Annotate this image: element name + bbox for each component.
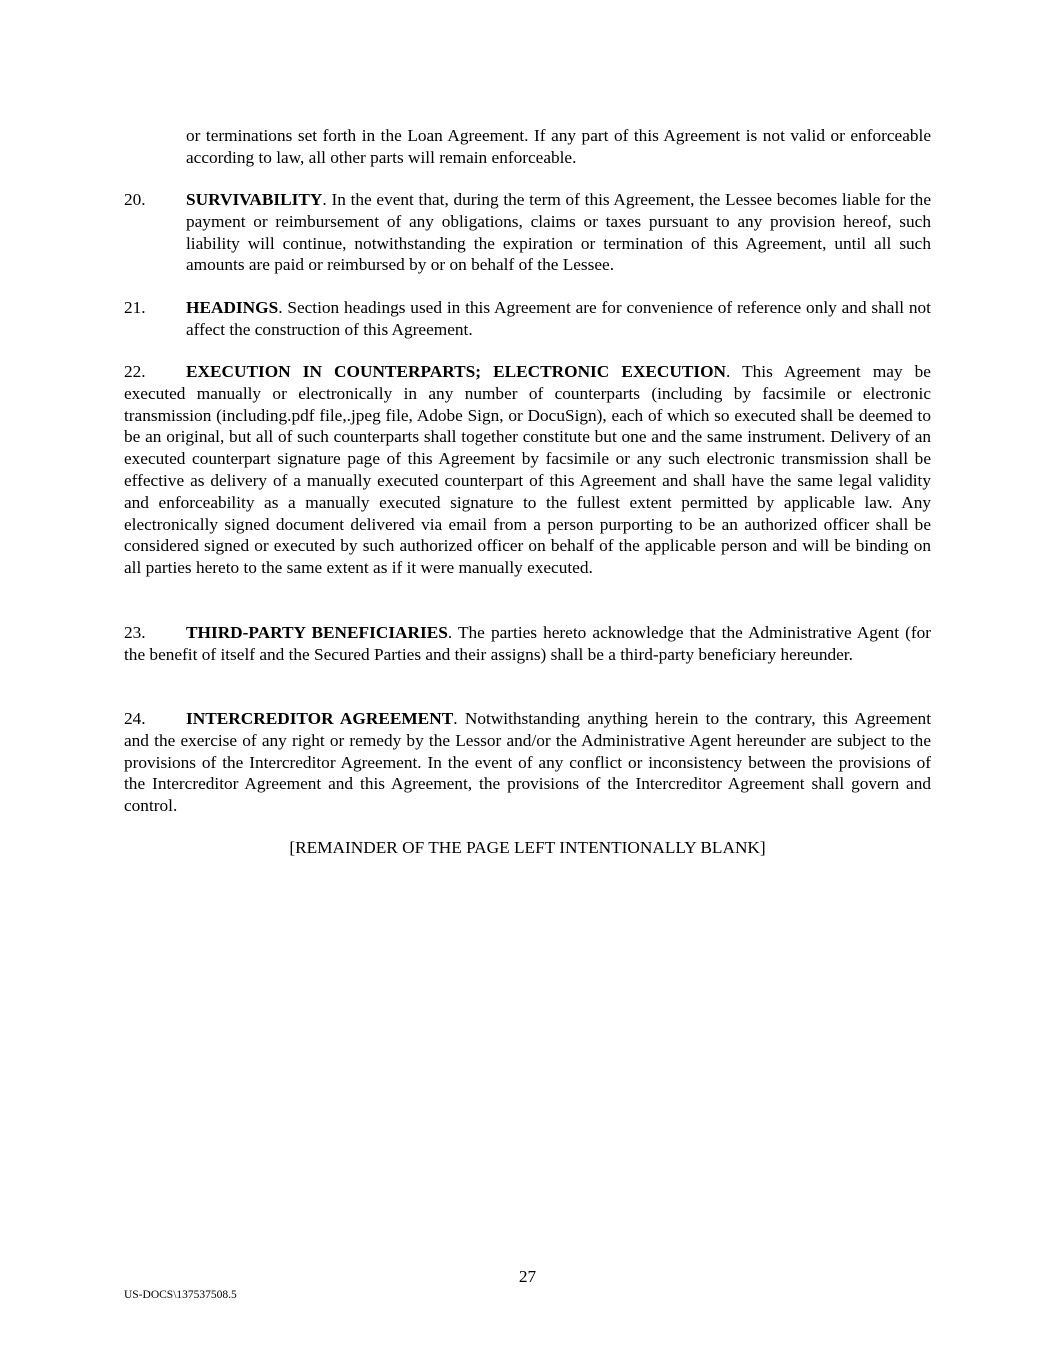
section-text	[186, 189, 931, 276]
section-body: . This Agreement may be executed manually or electronically in any number of counterparts (including by facsimile or electronic transmission (including.pdf file,.jpeg file, Adobe Sign, or DocuSign), each of which so executed shall be deemed to be an original, but all of such counterparts shall together constitute but one and the same instrument. Delivery of an executed counterpart signature page of this Agreement by facsimile or any such electronic transmission shall be effective as delivery of a manually executed counterpart of this Agreement and shall have the same legal validity and enforceability as a manually executed signature to the fullest extent permitted by applicable law. Any electronically signed document delivered via email from a person purporting to be an authorized officer shall be considered signed or executed by such authorized officer on behalf of the applicable person and will be binding on all parties hereto to the same extent as if it were manually executed.	[124, 362, 931, 578]
section-heading: HEADINGS	[186, 298, 279, 317]
section-body: . Notwithstanding anything herein to the contrary, this Agreement and the exercise of any right or remedy by the Lessor and/or the Administrative Agent hereunder are subject to the provisions of the Intercreditor Agreement. In the event of any conflict or inconsistency between the provisions of the Intercreditor Agreement and this Agreement, the provisions of the Intercreditor Agreement shall govern and control.	[124, 709, 932, 816]
section-number: 22.	[124, 362, 146, 381]
section-22	[124, 361, 931, 579]
section-body: . The parties hereto acknowledge that the Administrative Agent (for the benefit of itself and the Secured Parties and their assigns) shall be a third-party beneficiary hereunder.	[124, 623, 931, 664]
section-body: . Section headings used in this Agreement are for convenience of reference only and shall not affect the construction of this Agreement.	[186, 298, 931, 339]
section-heading: THIRD-PARTY BENEFICIARIES	[186, 623, 448, 642]
section-heading: SURVIVABILITY	[186, 190, 323, 209]
remainder-note: [REMAINDER OF THE PAGE LEFT INTENTIONALLY BLANK]	[289, 838, 766, 857]
page-number: 27	[518, 1267, 537, 1286]
section-number: 21.	[124, 298, 146, 317]
section-23	[124, 622, 931, 666]
intro-paragraph: or terminations set forth in the Loan Agreement. If any part of this Agreement is not valid or enforceable according to law, all other parts will remain enforceable.	[186, 126, 931, 167]
section-number: 20.	[124, 190, 146, 209]
section-20	[124, 189, 931, 276]
section-number: 24.	[124, 709, 146, 728]
section-text	[186, 297, 931, 341]
section-number: 23.	[124, 623, 146, 642]
document-id: US-DOCS\137537508.5	[124, 1289, 237, 1301]
section-heading: INTERCREDITOR AGREEMENT	[186, 709, 454, 728]
section-body: . In the event that, during the term of this Agreement, the Lessee becomes liable for the payment or reimbursement of any obligations, claims or taxes pursuant to any provision hereof, such liability will continue, notwithstanding the expiration or termination of this Agreement, until all such amounts are paid or reimbursed by or on behalf of the Lessee.	[186, 190, 931, 275]
section-21	[124, 297, 931, 341]
section-heading: EXECUTION IN COUNTERPARTS; ELECTRONIC EXECUTION	[186, 362, 727, 381]
section-24	[124, 708, 931, 817]
